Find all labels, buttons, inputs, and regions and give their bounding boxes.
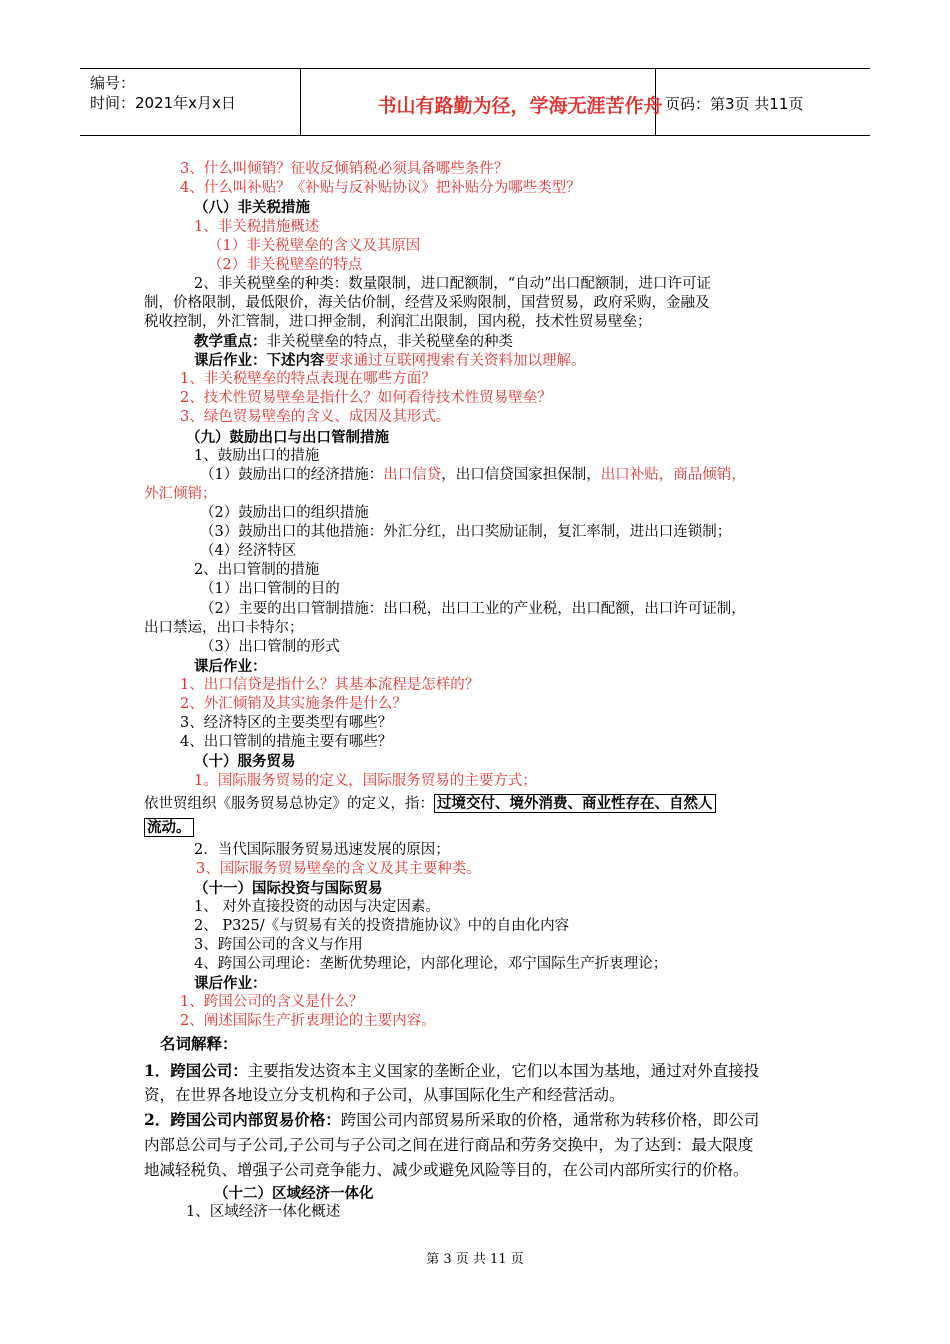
text-line: 1、非关税措施概述 [194,219,320,235]
question-line: 1、出口信贷是指什么？其基本流程是怎样的？ [180,677,480,693]
text-line: 2、出口管制的措施 [194,562,320,578]
section-heading: （八）非关税措施 [194,199,310,216]
page-footer: 第 3 页 共 11 页 [426,1252,524,1267]
text-run: ，出口信贷国家担保制， [441,467,601,483]
glossary-heading: 名词解释： [160,1034,238,1053]
boxed-text: 过境交付、境外消费、商业性存在、自然人 [434,794,716,813]
text-line: 2、 P325/《与贸易有关的投资措施协议》中的自由化内容 [194,918,570,934]
text-line: （4）经济特区 [200,543,297,559]
text-line: （3）鼓励出口的其他措施：外汇分红，出口奖励证制，复汇率制，进出口连锁制； [200,524,732,540]
text-line: （1）出口管制的目的 [200,581,340,597]
page-header [80,68,870,136]
text-line: （2）鼓励出口的组织措施 [200,505,369,521]
header-meta [90,73,236,113]
section-label: 课后作业： [194,658,267,675]
header-motto: 书山有路勤为径，学海无涯苦作舟 [377,95,663,117]
text-line: （2）主要的出口管制措施：出口税，出口工业的产业税，出口配额，出口许可证制， [200,601,746,617]
text-line: 1。国际服务贸易的定义，国际服务贸易的主要方式； [194,773,537,789]
text-line: 4、跨国公司理论：垄断优势理论，内部化理论，邓宁国际生产折衷理论； [194,956,668,972]
text-line: 1、区域经济一体化概述 [186,1204,341,1220]
question-line: 3、什么叫倾销？征收反倾销税必须具备哪些条件？ [180,161,509,177]
text-line [144,794,716,814]
section-heading: （十一）国际投资与国际贸易 [194,880,383,897]
doc-number: 编号： [90,74,136,92]
label: 课后作业：下述内容 [194,352,325,369]
glossary-line [144,1108,759,1132]
text-run: 出口补贴，商品倾销， [600,467,746,483]
section-heading: （十二）区域经济一体化 [214,1185,374,1202]
question-line: 3、经济特区的主要类型有哪些？ [180,715,393,731]
glossary-line: 地减轻税负、增强子公司竞争能力、减少或避免风险等目的，在公司内部所实行的价格。 [144,1161,749,1179]
question-line: 4、什么叫补贴？《补贴与反补贴协议》把补贴分为哪些类型？ [180,180,581,196]
glossary-term: 1．跨国公司： [144,1061,248,1080]
label: 教学重点： [194,333,267,350]
glossary-line: 资，在世界各地设立分支机构和子公司，从事国际化生产和经营活动。 [144,1086,625,1104]
text-line: （2）非关税壁垒的特点 [208,257,363,273]
header-page-info: 页码：第3页 共11页 [665,95,804,113]
glossary-definition: 主要指发达资本主义国家的垄断企业，它们以本国为基地，通过对外直接投 [247,1062,760,1080]
text-line: 1、鼓励出口的措施 [194,448,320,464]
text-line: （1）非关税壁垒的含义及其原因 [208,238,421,254]
question-line: 1、非关税壁垒的特点表现在哪些方面？ [180,371,436,387]
glossary-definition: 跨国公司内部贸易所采取的价格，通常称为转移价格，即公司 [340,1111,760,1129]
text-line: 出口禁运，出口卡特尔； [144,620,304,636]
text-line: 外汇倾销； [144,486,217,502]
text-run: 依世贸组织《服务贸易总协定》的定义，指： [144,796,434,812]
text-line [144,818,194,837]
question-line: 1、跨国公司的含义是什么？ [180,994,364,1010]
text-line: 制，价格限制，最低限价，海关估价制，经营及采购限制，国营贸易，政府采购，金融及 [144,295,710,311]
text-run: 非关税壁垒的特点，非关税壁垒的种类 [266,334,513,350]
glossary-term: 2．跨国公司内部贸易价格： [144,1110,341,1129]
section-label: 课后作业： [194,975,267,992]
question-line: 2、阐述国际生产折衷理论的主要内容。 [180,1013,436,1029]
text-run: （1）鼓励出口的经济措施： [200,467,384,483]
text-line: 3、国际服务贸易壁垒的含义及其主要种类。 [196,861,481,877]
question-line: 3、绿色贸易壁垒的含义、成因及其形式。 [180,409,451,425]
question-line: 2、技术性贸易壁垒是指什么？如何看待技术性贸易壁垒？ [180,390,552,406]
text-line: 2、非关税壁垒的种类：数量限制，进口配额制，“自动”出口配额制，进口许可证 [194,276,712,292]
text-line: （3）出口管制的形式 [200,639,340,655]
glossary-line: 内部总公司与子公司,子公司与子公司之间在进行商品和劳务交换中，为了达到：最大限度 [144,1136,754,1154]
text-line: 1、 对外直接投资的动因与决定因素。 [194,899,440,915]
section-heading: （九）鼓励出口与出口管制措施 [186,429,389,446]
text-run: 要求通过互联网搜索有关资料加以理解。 [324,353,586,369]
question-line: 2、外汇倾销及其实施条件是什么？ [180,696,407,712]
text-line: 3、跨国公司的含义与作用 [194,937,363,953]
question-line: 4、出口管制的措施主要有哪些？ [180,734,393,750]
doc-time: 时间：2021年x月x日 [90,94,236,112]
text-line [194,332,513,352]
text-line: 2．当代国际服务贸易迅速发展的原因； [194,842,450,858]
text-run: 出口信贷 [383,467,442,483]
glossary-line [144,1059,759,1083]
text-line [200,466,746,485]
boxed-text: 流动。 [144,818,194,837]
text-line [194,351,586,371]
text-line: 税收控制，外汇管制，进口押金制，利润汇出限制，国内税，技术性贸易壁垒； [144,314,652,330]
section-heading: （十）服务贸易 [194,753,296,770]
